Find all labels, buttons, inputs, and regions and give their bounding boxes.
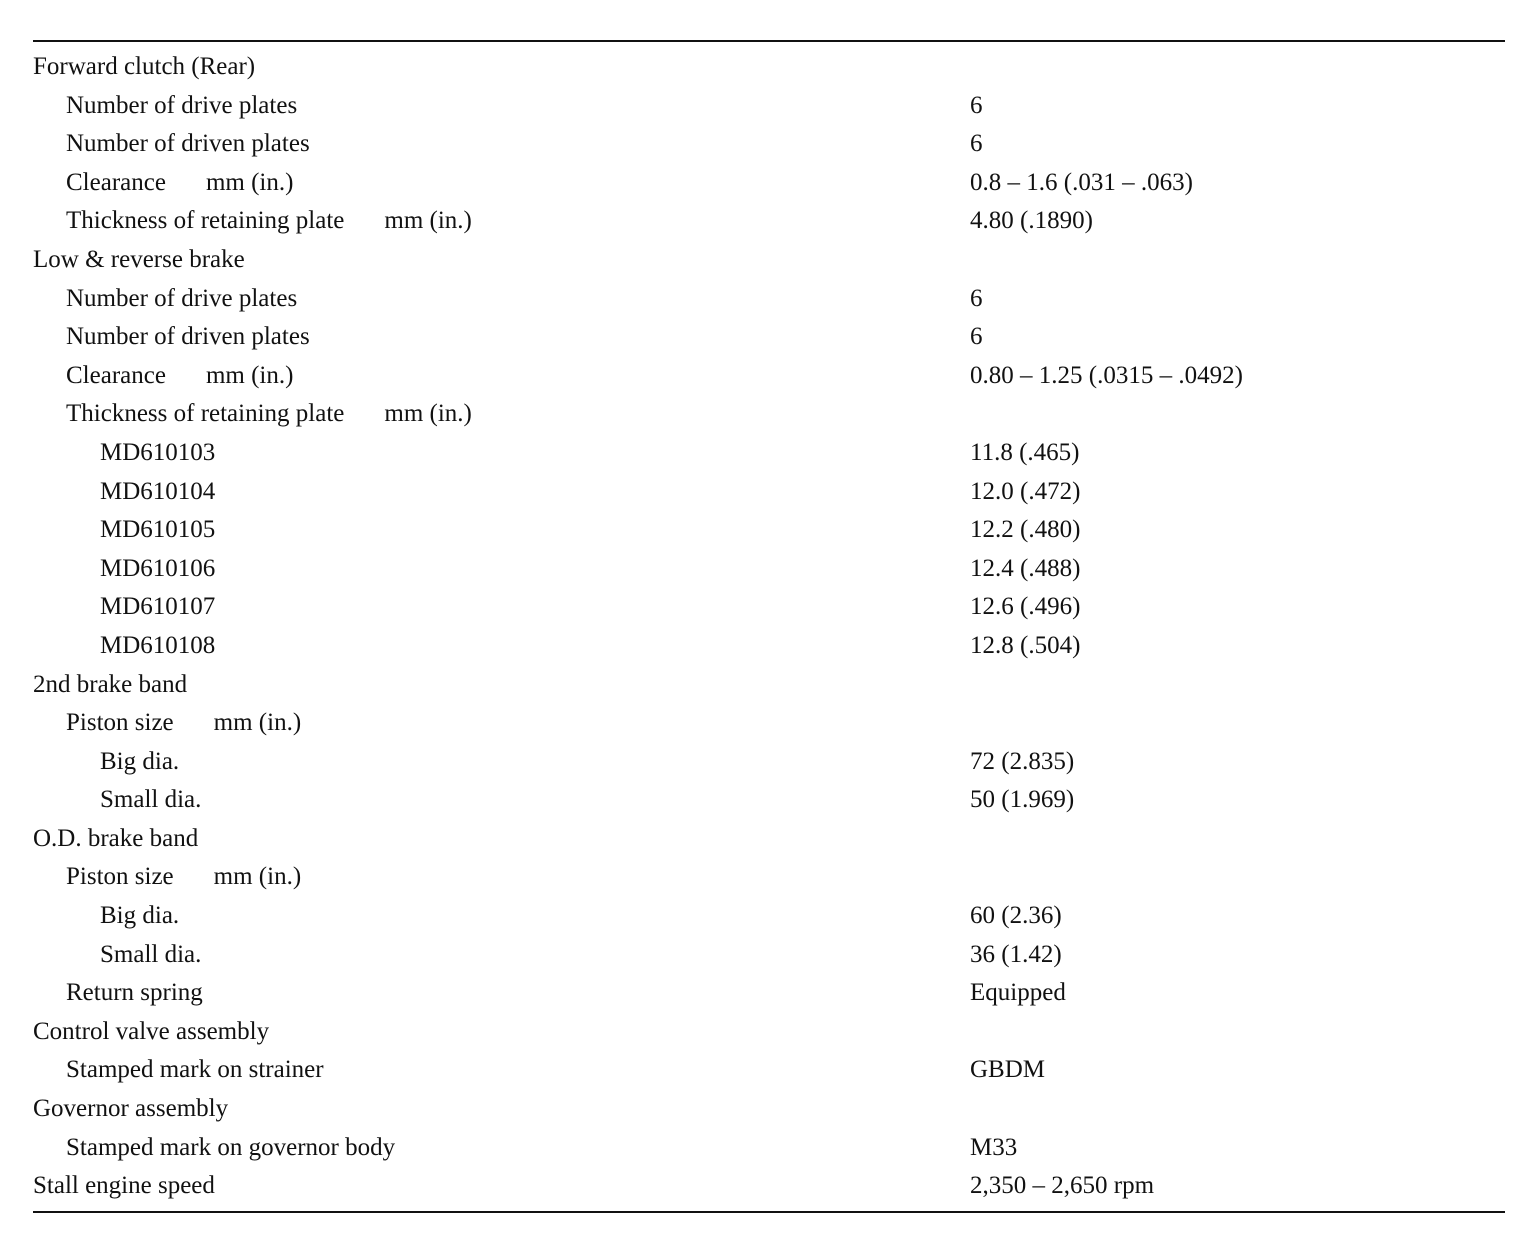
spec-label-text: MD610108 (100, 631, 216, 659)
section-heading (33, 1167, 215, 1206)
spec-value: 2,350 – 2,650 rpm (970, 1172, 1155, 1200)
section-heading (33, 1013, 269, 1052)
spec-label (100, 550, 215, 589)
spec-value: 4.80 (.1890) (970, 207, 1093, 235)
spec-value: 72 (2.835) (970, 747, 1075, 775)
spec-label (100, 897, 179, 936)
section-heading (33, 820, 198, 859)
spec-value: GBDM (970, 1056, 1046, 1084)
spec-label-text: Big dia. (100, 902, 180, 930)
spec-label-text: MD610105 (100, 516, 216, 544)
spec-label-text: Small dia. (100, 940, 202, 968)
spec-row (33, 820, 1433, 859)
spec-label-text: Return spring (66, 979, 203, 1007)
spec-label-text: Piston size (66, 863, 174, 891)
spec-row (33, 858, 1433, 897)
spec-row (33, 666, 1433, 705)
spec-value: 11.8 (.465) (970, 438, 1080, 466)
table-top-rule (33, 40, 1505, 42)
spec-label (66, 87, 297, 126)
spec-unit: mm (in.) (384, 207, 472, 235)
spec-label (100, 936, 201, 975)
spec-value: 12.6 (.496) (970, 593, 1081, 621)
table-bottom-rule (33, 1211, 1505, 1213)
spec-label-text: Control valve assembly (33, 1017, 270, 1045)
spec-unit: mm (in.) (384, 400, 472, 428)
spec-label (100, 743, 179, 782)
spec-unit: mm (in.) (205, 168, 294, 196)
spec-value: 6 (970, 130, 983, 158)
spec-label-text: Governor assembly (33, 1095, 229, 1123)
section-heading (33, 48, 255, 87)
spec-label-text: Stamped mark on governor body (66, 1133, 396, 1161)
spec-label (100, 627, 215, 666)
spec-label-text: Big dia. (100, 747, 180, 775)
spec-label-text: Number of driven plates (66, 323, 310, 351)
spec-row (33, 241, 1433, 280)
spec-label-text: Number of drive plates (66, 91, 298, 119)
spec-label-text: Forward clutch (Rear) (33, 53, 256, 80)
spec-value: 12.8 (.504) (970, 631, 1081, 659)
spec-row (33, 280, 1433, 319)
spec-row (33, 627, 1433, 666)
spec-row (33, 395, 1433, 434)
spec-value: 12.0 (.472) (970, 477, 1081, 505)
spec-value: 6 (970, 91, 983, 119)
spec-row (33, 1129, 1433, 1168)
spec-label (100, 781, 201, 820)
spec-value: 6 (970, 323, 983, 351)
spec-table (33, 48, 1433, 1206)
spec-row (33, 974, 1433, 1013)
spec-row (33, 125, 1433, 164)
spec-row (33, 87, 1433, 126)
spec-label (66, 202, 472, 241)
spec-label-text: 2nd brake band (33, 670, 188, 698)
spec-row (33, 743, 1433, 782)
spec-row (33, 1051, 1433, 1090)
spec-row (33, 704, 1433, 743)
spec-label (66, 164, 293, 203)
spec-label-text: Stamped mark on strainer (66, 1056, 324, 1084)
spec-label-text: Small dia. (100, 786, 202, 814)
spec-value: 12.4 (.488) (970, 554, 1081, 582)
spec-label (66, 395, 472, 434)
spec-row (33, 781, 1433, 820)
spec-label-text: Low & reverse brake (33, 245, 245, 273)
spec-row (33, 434, 1433, 473)
spec-label-text: Thickness of retaining plate (66, 207, 345, 235)
spec-row (33, 318, 1433, 357)
spec-row (33, 473, 1433, 512)
spec-label (100, 511, 215, 550)
spec-label-text: Number of driven plates (66, 130, 310, 158)
spec-label (66, 704, 301, 743)
spec-value: 12.2 (.480) (970, 516, 1081, 544)
spec-label (66, 357, 293, 396)
spec-label (66, 858, 301, 897)
spec-row (33, 936, 1433, 975)
spec-row (33, 897, 1433, 936)
spec-value: 0.80 – 1.25 (.0315 – .0492) (970, 361, 1243, 389)
spec-unit: mm (in.) (213, 709, 302, 737)
spec-value: 36 (1.42) (970, 940, 1062, 968)
spec-row (33, 1090, 1433, 1129)
spec-row (33, 202, 1433, 241)
spec-label-text: Number of drive plates (66, 284, 298, 312)
spec-value: 6 (970, 284, 983, 312)
spec-label-text: MD610103 (100, 438, 216, 466)
section-heading (33, 1090, 228, 1129)
spec-label (100, 434, 215, 473)
spec-value: Equipped (970, 979, 1066, 1007)
spec-label (66, 280, 297, 319)
spec-row (33, 1167, 1433, 1206)
spec-label (100, 473, 215, 512)
section-heading (33, 666, 187, 705)
spec-label-text: Thickness of retaining plate (66, 400, 345, 428)
spec-row (33, 1013, 1433, 1052)
spec-label (66, 1129, 395, 1168)
spec-unit: mm (in.) (205, 361, 294, 389)
spec-label-text: MD610106 (100, 554, 216, 582)
spec-label (66, 125, 310, 164)
spec-label-text: Piston size (66, 709, 174, 737)
spec-row (33, 550, 1433, 589)
spec-label (100, 588, 215, 627)
spec-label (66, 974, 203, 1013)
spec-label-text: MD610104 (100, 477, 216, 505)
spec-label-text: Clearance (66, 168, 166, 196)
spec-row (33, 588, 1433, 627)
spec-row (33, 48, 1433, 87)
spec-row (33, 357, 1433, 396)
section-heading (33, 241, 245, 280)
spec-label (66, 1051, 324, 1090)
spec-label (66, 318, 310, 357)
spec-value: M33 (970, 1133, 1018, 1161)
spec-label-text: Stall engine speed (33, 1172, 215, 1200)
spec-label-text: MD610107 (100, 593, 216, 621)
spec-value: 50 (1.969) (970, 786, 1075, 814)
spec-unit: mm (in.) (213, 863, 302, 891)
spec-label-text: O.D. brake band (33, 824, 199, 852)
spec-row (33, 164, 1433, 203)
spec-label-text: Clearance (66, 361, 166, 389)
spec-value: 60 (2.36) (970, 902, 1062, 930)
spec-row (33, 511, 1433, 550)
spec-value: 0.8 – 1.6 (.031 – .063) (970, 168, 1193, 196)
